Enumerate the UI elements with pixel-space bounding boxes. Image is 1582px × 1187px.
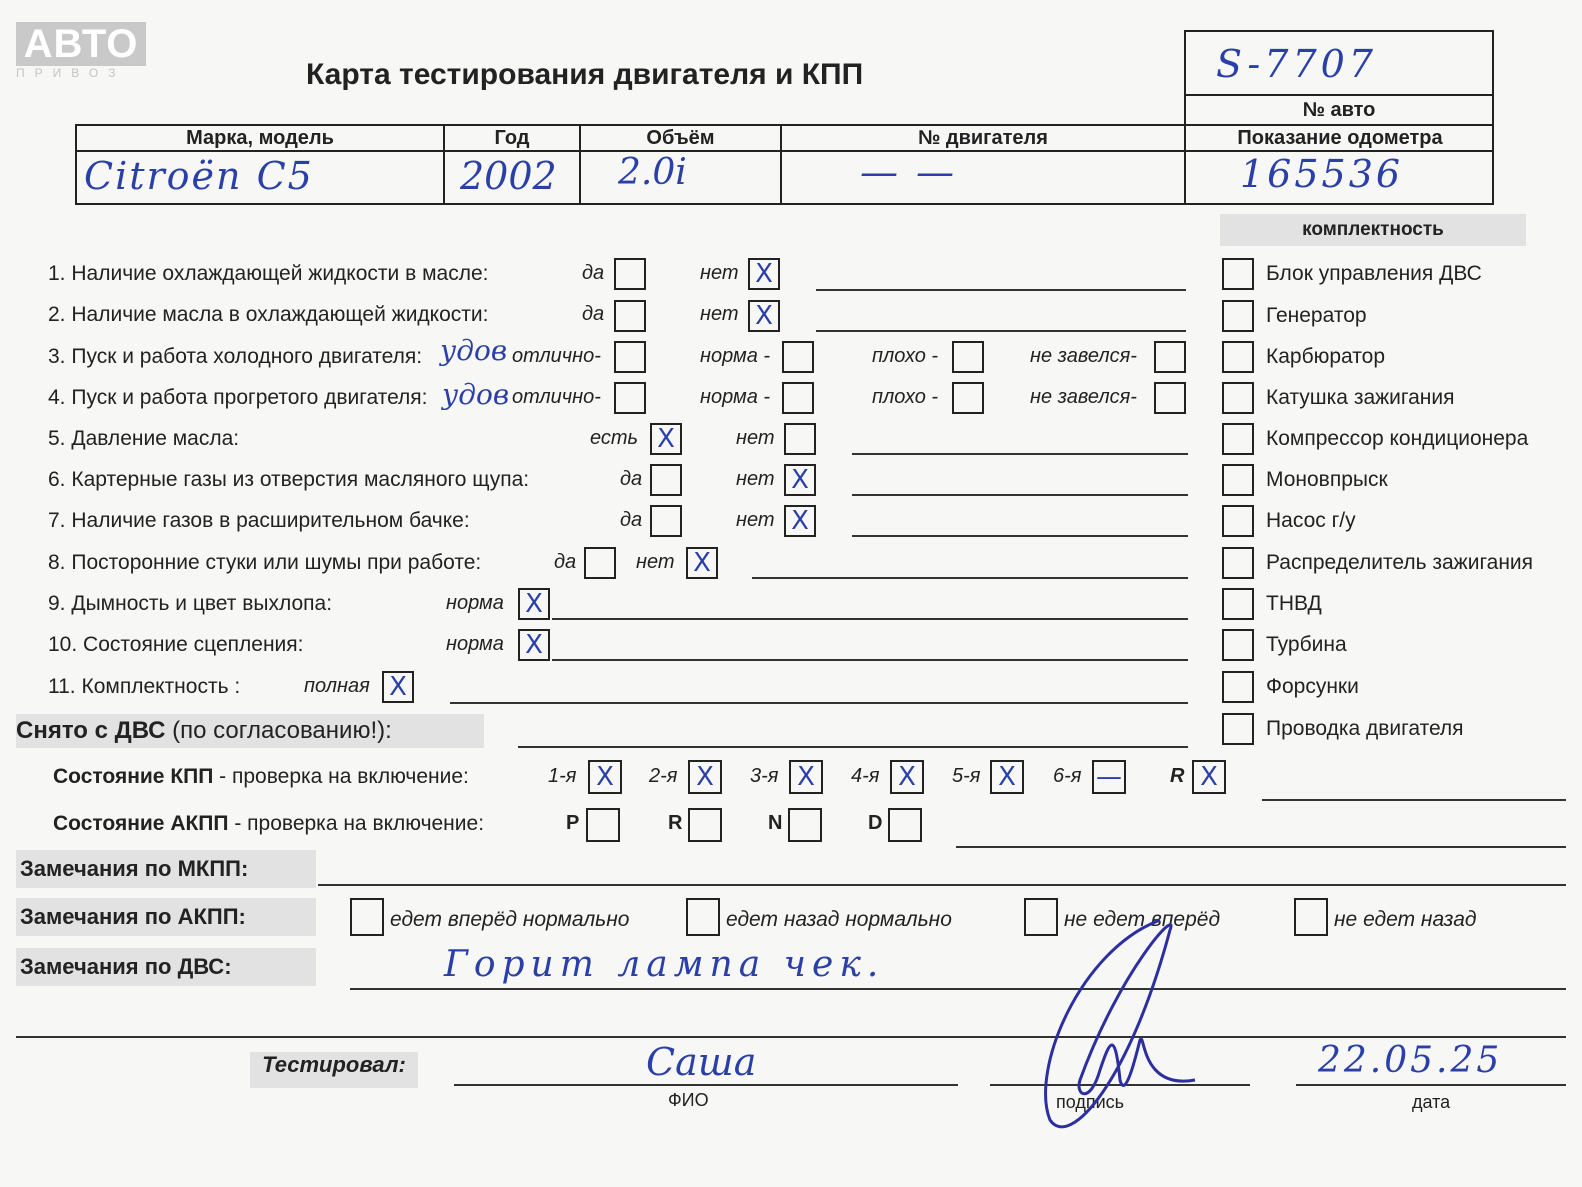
row-label: Наличие газов в расширительном бачке: (71, 509, 470, 532)
gear-label: 1-я (548, 765, 577, 787)
completeness-item: Катушка зажигания (1266, 386, 1455, 409)
checkbox-row3-ne-zavelsya[interactable] (1154, 341, 1186, 373)
completeness-checkbox[interactable] (1222, 629, 1254, 661)
fio-caption: ФИО (668, 1090, 709, 1110)
checkbox-gear-4[interactable]: X (890, 760, 924, 794)
checkbox-row10-norma[interactable]: X (518, 629, 550, 661)
completeness-item: Карбюратор (1266, 345, 1386, 368)
checkbox-gear-2[interactable]: X (688, 760, 722, 794)
row-8 (48, 551, 481, 575)
checkbox-row3-otlichno[interactable] (614, 341, 646, 373)
akpp-label-rest: - проверка на включение: (228, 812, 485, 835)
completeness-checkbox[interactable] (1222, 341, 1254, 373)
checkbox-row11-polnaya[interactable]: X (382, 671, 414, 703)
checkbox-row6-net[interactable]: X (784, 464, 816, 496)
engine-label: № двигателя (918, 127, 1048, 149)
checkbox-row4-ploho[interactable] (952, 382, 984, 414)
completeness-checkbox[interactable] (1222, 713, 1254, 745)
checkbox-gear-r[interactable]: X (1192, 760, 1226, 794)
remarks-akpp-label: Замечания по АКПП: (16, 898, 316, 936)
opt-ploho: плохо - (872, 386, 939, 408)
gear-label: 3-я (750, 765, 779, 787)
row-10 (48, 633, 303, 657)
kpp-label (53, 765, 469, 789)
akpp-position-label: N (768, 812, 783, 834)
checkbox-row4-otlichno[interactable] (614, 382, 646, 414)
checkbox-akpp-forward-ok[interactable] (350, 898, 384, 936)
row-num: 2. (48, 303, 66, 326)
checkbox-row4-norma[interactable] (782, 382, 814, 414)
opt-net: нет (736, 427, 775, 449)
checkbox-gear-5[interactable]: X (990, 760, 1024, 794)
opt-otlichno: отлично- (512, 345, 601, 367)
signature-caption: подпись (1056, 1092, 1125, 1112)
fio-line (454, 1084, 958, 1086)
row-label: Состояние сцепления: (83, 633, 304, 656)
completeness-title: комплектность (1220, 214, 1526, 246)
checkbox-row8-da[interactable] (584, 547, 616, 579)
completeness-item: Форсунки (1266, 675, 1359, 698)
completeness-checkbox[interactable] (1222, 300, 1254, 332)
volume-value: 2.0i (618, 152, 687, 193)
opt-ne-zavelsya: не завелся- (1030, 386, 1137, 408)
row-5 (48, 427, 239, 451)
kpp-line (1262, 799, 1566, 801)
make-value: Citroën C5 (84, 154, 314, 198)
opt-norma: норма (446, 592, 504, 614)
opt-net: нет (636, 551, 675, 573)
row-label: Дымность и цвет выхлопа: (71, 592, 333, 615)
row-label: Наличие масла в охлаждающей жидкости: (71, 303, 489, 326)
completeness-item: ТНВД (1266, 592, 1322, 615)
akpp-option: не едет вперёд (1064, 908, 1221, 931)
remarks-dvs-label: Замечания по ДВС: (16, 948, 316, 986)
opt-da: да (620, 468, 643, 490)
akpp-label (53, 812, 484, 836)
year-label: Год (494, 127, 530, 149)
completeness-checkbox[interactable] (1222, 258, 1254, 290)
opt-otlichno: отлично- (512, 386, 601, 408)
completeness-checkbox[interactable] (1222, 547, 1254, 579)
akpp-label-bold: Состояние АКПП (53, 812, 229, 835)
opt-norma: норма - (700, 345, 771, 367)
row4-handwritten: удов (442, 378, 510, 411)
row10-line (552, 659, 1188, 661)
row-label: Пуск и работа прогретого двигателя: (71, 386, 428, 409)
checkbox-gear-3[interactable]: X (789, 760, 823, 794)
signature-scribble (1020, 910, 1200, 1140)
completeness-item: Компрессор кондиционера (1266, 427, 1529, 450)
completeness-item: Генератор (1266, 304, 1367, 327)
akpp-line (956, 846, 1566, 848)
kpp-label-bold: Состояние КПП (53, 765, 214, 788)
row-4 (48, 386, 428, 410)
remarks-dvs-line (350, 988, 1566, 990)
engine-value: —— (860, 150, 972, 194)
removed-bold: Снято с ДВС (16, 717, 166, 744)
completeness-item: Насос г/у (1266, 509, 1356, 532)
completeness-checkbox[interactable] (1222, 505, 1254, 537)
removed-rest: (по согласованию!): (165, 717, 392, 744)
volume-label: Объём (646, 127, 715, 149)
checkbox-row8-net[interactable]: X (686, 547, 718, 579)
make-label: Марка, модель (186, 127, 334, 149)
removed-label (16, 714, 484, 748)
completeness-checkbox[interactable] (1222, 464, 1254, 496)
kpp-label-rest: - проверка на включение: (213, 765, 469, 788)
row7-line (852, 535, 1188, 537)
row-num: 7. (48, 509, 66, 532)
checkbox-row5-est[interactable]: X (650, 423, 682, 455)
akpp-position-label: D (868, 812, 883, 834)
row-num: 6. (48, 468, 66, 491)
removed-line (518, 746, 1188, 748)
row5-line (852, 453, 1188, 455)
odometer-label: Показание одометра (1237, 127, 1443, 149)
akpp-option: не едет назад (1334, 908, 1477, 931)
opt-net: нет (700, 262, 739, 284)
row-6 (48, 468, 529, 492)
row-1 (48, 262, 488, 286)
completeness-checkbox[interactable] (1222, 382, 1254, 414)
opt-ne-zavelsya: не завелся- (1030, 345, 1137, 367)
date-value: 22.05.25 (1318, 1040, 1503, 1081)
row-num: 8. (48, 551, 66, 574)
checkbox-akpp-no-back[interactable] (1294, 898, 1328, 936)
opt-da: да (582, 303, 605, 325)
opt-norma: норма (446, 633, 504, 655)
checkbox-row3-norma[interactable] (782, 341, 814, 373)
row9-line (552, 618, 1188, 620)
opt-net: нет (736, 509, 775, 531)
completeness-checkbox[interactable] (1222, 588, 1254, 620)
checkbox-row7-net[interactable]: X (784, 505, 816, 537)
row-num: 3. (48, 345, 66, 368)
gear-label: 5-я (952, 765, 981, 787)
row6-line (852, 494, 1188, 496)
checkbox-row6-da[interactable] (650, 464, 682, 496)
row11-line (450, 702, 1188, 704)
row-9 (48, 592, 332, 616)
akpp-position-label: R (668, 812, 683, 834)
opt-da: да (554, 551, 577, 573)
completeness-item: Блок управления ДВС (1266, 262, 1482, 285)
completeness-item: Турбина (1266, 633, 1347, 656)
checkbox-akpp-back-ok[interactable] (686, 898, 720, 936)
opt-net: нет (736, 468, 775, 490)
completeness-checkbox[interactable] (1222, 671, 1254, 703)
row-11 (48, 675, 240, 699)
opt-da: да (582, 262, 605, 284)
akpp-option: едет назад нормально (726, 908, 952, 931)
opt-polnaya: полная (304, 675, 370, 697)
checkbox-row3-ploho[interactable] (952, 341, 984, 373)
checkbox-row1-da[interactable] (614, 258, 646, 290)
row2-line (816, 330, 1186, 332)
row-3 (48, 345, 422, 369)
completeness-item: Распределитель зажигания (1266, 551, 1534, 574)
gear-label: 2-я (649, 765, 678, 787)
opt-da: да (620, 509, 643, 531)
logo: АВТО (16, 22, 146, 66)
row8-line (752, 577, 1188, 579)
odometer-value: 165536 (1240, 152, 1404, 196)
akpp-position-label: P (566, 812, 580, 834)
checkbox-row1-net[interactable]: X (748, 258, 780, 290)
checkbox-row4-ne-zavelsya[interactable] (1154, 382, 1186, 414)
checkbox-gear-6[interactable]: — (1092, 760, 1126, 794)
akpp-option: едет вперёд нормально (390, 908, 630, 931)
opt-net: нет (700, 303, 739, 325)
checkbox-row7-da[interactable] (650, 505, 682, 537)
year-value: 2002 (460, 154, 557, 198)
row-num: 10. (48, 633, 78, 656)
row-label: Пуск и работа холодного двигателя: (71, 345, 423, 368)
checkbox-akpp-d[interactable] (888, 808, 922, 842)
checkbox-row9-norma[interactable]: X (518, 588, 550, 620)
completeness-checkbox[interactable] (1222, 423, 1254, 455)
auto-number-label: № авто (1184, 94, 1494, 126)
tested-label: Тестировал: (250, 1052, 418, 1088)
gear-label: 4-я (851, 765, 880, 787)
checkbox-akpp-r[interactable] (688, 808, 722, 842)
auto-number-value: S-7707 (1216, 42, 1377, 86)
date-caption: дата (1412, 1092, 1451, 1112)
checkbox-akpp-n[interactable] (788, 808, 822, 842)
date-line (1296, 1084, 1566, 1086)
row1-line (816, 289, 1186, 291)
checkbox-row2-da[interactable] (614, 300, 646, 332)
remarks-mkpp-label: Замечания по МКПП: (16, 850, 316, 888)
opt-norma: норма - (700, 386, 771, 408)
opt-est: есть (590, 427, 639, 449)
row-2 (48, 303, 488, 327)
row-num: 5. (48, 427, 66, 450)
checkbox-gear-1[interactable]: X (588, 760, 622, 794)
gear-label: 6-я (1053, 765, 1082, 787)
opt-ploho: плохо - (872, 345, 939, 367)
row-label: Наличие охлаждающей жидкости в масле: (71, 262, 489, 285)
row-num: 9. (48, 592, 66, 615)
auto-number-cell (1184, 30, 1494, 96)
row3-handwritten: удов (440, 334, 508, 367)
gear-label: R (1170, 765, 1185, 787)
row-7 (48, 509, 470, 533)
logo-subtitle: ПРИВОЗ (16, 66, 126, 80)
tester-value: Саша (646, 1040, 757, 1084)
checkbox-row2-net[interactable]: X (748, 300, 780, 332)
remarks-mkpp-line (318, 884, 1566, 886)
row-label: Картерные газы из отверстия масляного щупа: (71, 468, 530, 491)
completeness-item: Проводка двигателя (1266, 717, 1464, 740)
remarks-extra-line (16, 1036, 1566, 1038)
row-num: 11. (48, 675, 76, 698)
checkbox-row5-net[interactable] (784, 423, 816, 455)
row-num: 1. (48, 262, 66, 285)
checkbox-akpp-p[interactable] (586, 808, 620, 842)
page-title: Карта тестирования двигателя и КПП (306, 58, 864, 91)
row-num: 4. (48, 386, 66, 409)
completeness-item: Моновпрыск (1266, 468, 1388, 491)
row-label: Посторонние стуки или шумы при работе: (71, 551, 482, 574)
row-label: Давление масла: (71, 427, 240, 450)
row-label: Комплектность : (81, 675, 241, 698)
remarks-dvs-value: Горит лампа чек. (444, 944, 885, 985)
